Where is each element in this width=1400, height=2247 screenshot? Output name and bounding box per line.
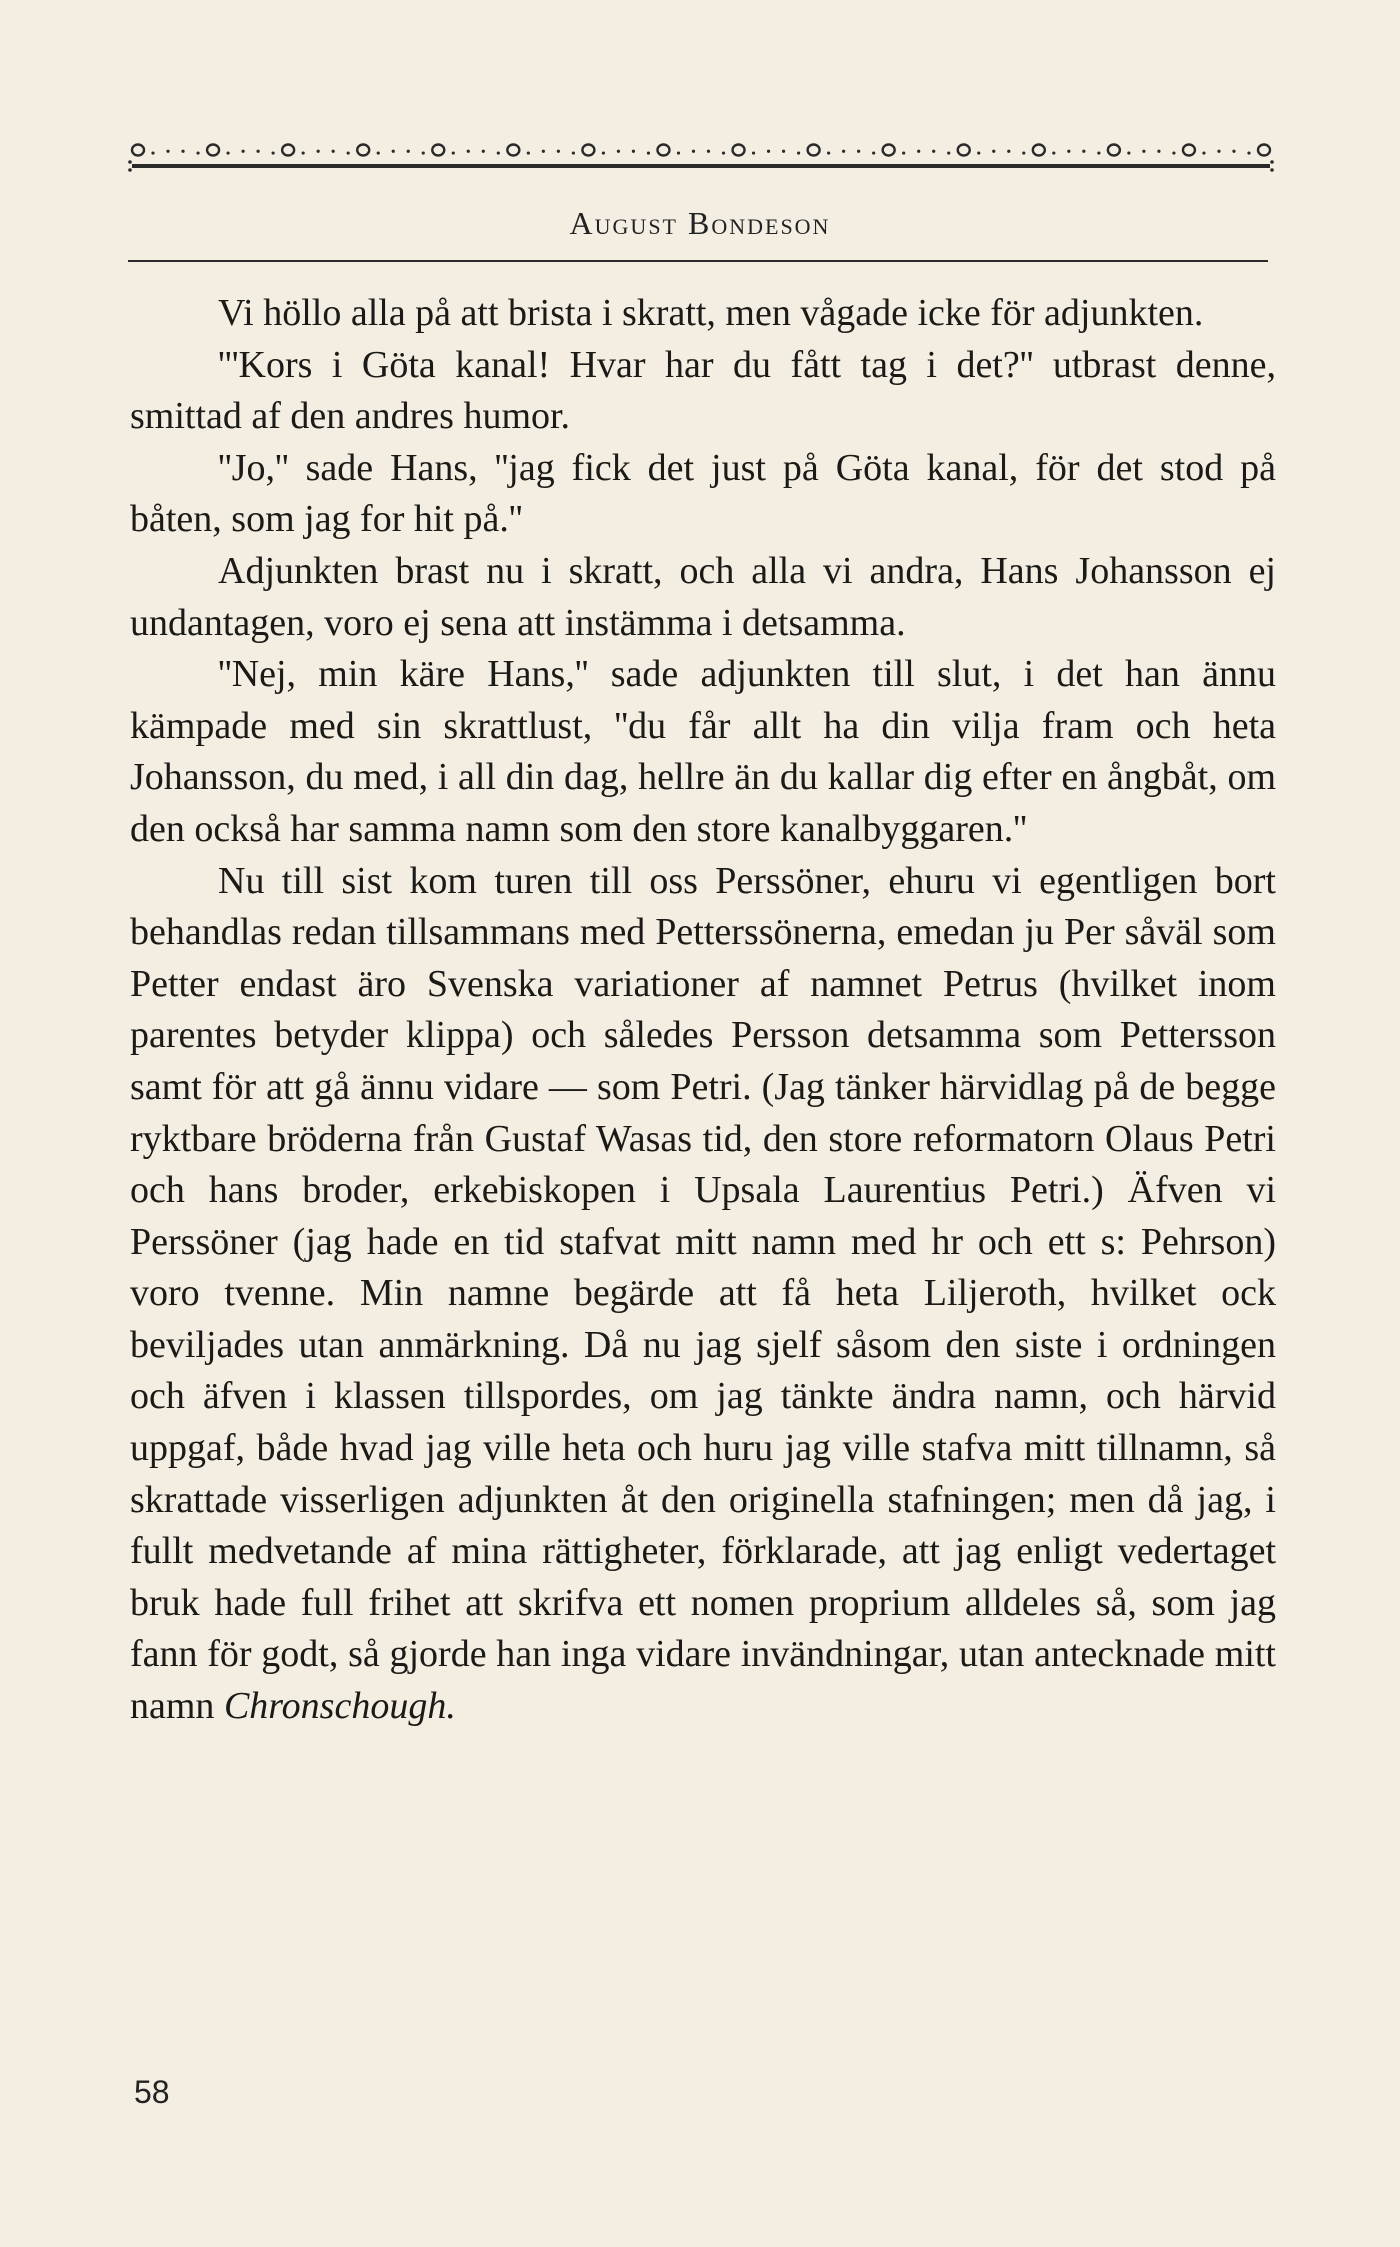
ornament-dot	[692, 150, 695, 153]
ornament-dot	[842, 150, 845, 153]
ornament-ring-icon	[128, 134, 1274, 174]
ornament-dot	[872, 151, 875, 154]
running-head: August Bondeson	[569, 205, 831, 241]
ornament-dot	[617, 150, 620, 153]
paragraph: ''Jo,'' sade Hans, ''jag fick det just på Göta kanal, för det stod på båten, som jag for hit på.''	[130, 446, 1276, 541]
ornamental-border	[128, 134, 1274, 174]
ornament-dot	[257, 150, 260, 153]
ornament-ring	[507, 145, 519, 156]
ornament-dot	[1217, 150, 1220, 153]
ornament-ring	[432, 145, 444, 156]
ornament-dot	[151, 151, 154, 154]
ornament-corner-dot	[1270, 160, 1274, 164]
paragraph: ''Nej, min käre Hans,'' sade adjunkten till slut, i det han ännu kämpade med sin skrattlust, ''du får allt ha din vilja fram och heta Johansson, du med, i all din dag, hellre än du kallar dig efter en ångbåt, om den också har samma namn som den store kanalbyggaren.''	[130, 653, 1276, 850]
ornament-dot	[797, 151, 800, 154]
ornament-dot	[767, 150, 770, 153]
ornament-dot	[1202, 151, 1205, 154]
ornament-dot	[1022, 151, 1025, 154]
ornament-dot	[272, 151, 275, 154]
ornament-dot	[527, 151, 530, 154]
ornament-ring	[733, 145, 745, 156]
body-text	[130, 288, 1276, 1733]
paragraph: Adjunkten brast nu i skratt, och alla vi andra, Hans Johansson ej undantagen, voro ej sena att instämma i detsamma.	[130, 549, 1276, 644]
ornament-ring	[282, 145, 294, 156]
ornament-dot	[992, 150, 995, 153]
ornament-dot	[317, 150, 320, 153]
ornament-dot	[602, 151, 605, 154]
ornament-corner-dot	[128, 160, 132, 164]
ornament-dot	[347, 151, 350, 154]
ornament-ring	[657, 145, 669, 156]
ornament-dot	[557, 150, 560, 153]
ornament-dot	[1142, 150, 1145, 153]
paragraph: '''Kors i Göta kanal! Hvar har du fått tag i det?'' utbrast denne, smittad af den andres humor.	[130, 343, 1276, 438]
ornament-dot	[407, 150, 410, 153]
ornament-ring	[1033, 145, 1045, 156]
ornament-ring	[1108, 145, 1120, 156]
ornament-dot	[241, 150, 244, 153]
ornament-rule	[132, 164, 1270, 168]
page-number: 58	[134, 2074, 170, 2110]
ornament-dot	[1247, 151, 1250, 154]
ornament-ring	[808, 145, 820, 156]
ornament-dot	[977, 151, 980, 154]
ornament-dot	[947, 151, 950, 154]
ornament-dot	[572, 151, 575, 154]
paragraph: Vi höllo alla på att brista i skratt, men vågade icke för adjunkten.	[218, 292, 1204, 334]
paragraph-last	[130, 856, 1276, 1733]
ornament-dot	[1127, 151, 1130, 154]
ornament-dot	[1067, 150, 1070, 153]
ornament-dot	[181, 150, 184, 153]
ornament-corner-dot	[128, 168, 132, 172]
ornament-dot	[1052, 151, 1055, 154]
ornament-dot	[917, 150, 920, 153]
ornament-dot	[467, 150, 470, 153]
ornament-dot	[226, 151, 229, 154]
ornament-ring	[207, 145, 219, 156]
ornament-ring	[357, 145, 369, 156]
ornament-dot	[302, 151, 305, 154]
ornament-dot	[647, 151, 650, 154]
ornament-dot	[782, 150, 785, 153]
italic-surname: Chronschough.	[223, 1685, 456, 1728]
ornament-dot	[677, 151, 680, 154]
ornament-dot	[377, 151, 380, 154]
ornament-dot	[332, 150, 335, 153]
ornament-dot	[542, 150, 545, 153]
paragraph-text: Nu till sist kom turen till oss Perssöner, ehuru vi egentligen bort behandlas redan tillsammans med Petterssönerna, emedan ju Per såväl som Petter endast äro Svenska variationer af namnet Petrus (hvilket inom parentes betyder klippa) och således Persson detsamma som Pettersson samt för att gå ännu vidare — som Petri. (Jag tänker härvidlag på de begge ryktbare bröderna från Gustaf Wasas tid, den store reformatorn Olaus Petri och hans broder, erkebiskopen i Upsala Laurentius Petri.) Äfven vi Perssöner (jag hade en tid stafvat mitt namn med hr och ett s: Pehrson) voro tvenne. Min namne begärde att få heta Liljeroth, hvilket ock beviljades utan anmärkning. Då nu jag sjelf såsom den siste i ordningen och äfven i klassen tillspordes, om jag tänkte ändra namn, och härvid uppgaf, både hvad jag ville heta och huru jag ville stafva mitt tillnamn, så skrattade visserligen adjunkten åt den originella stafningen; men då jag, i fullt medvetande af mina rättigheter, förklarade, att jag enligt vedertaget bruk hade full frihet att skrifva ett nomen proprium alldeles så, som jag fann för godt, så gjorde han inga vidare invändningar, utan antecknade mitt namn	[130, 859, 1276, 1728]
ornament-dot	[422, 151, 425, 154]
ornament-dot	[196, 151, 199, 154]
ornament-ring	[958, 145, 970, 156]
ornament-corner-dot	[1270, 168, 1274, 172]
ornament-dot	[166, 150, 169, 153]
ornament-ring	[1183, 145, 1195, 156]
ornament-dot	[707, 150, 710, 153]
header-rule	[128, 260, 1268, 262]
ornament-dot	[452, 151, 455, 154]
ornament-ring	[883, 145, 895, 156]
ornament-dot	[1097, 151, 1100, 154]
ornament-dot	[1082, 150, 1085, 153]
ornament-dot	[857, 150, 860, 153]
ornament-dot	[1007, 150, 1010, 153]
ornament-dot	[1157, 150, 1160, 153]
ornament-dot	[752, 151, 755, 154]
ornament-dot	[722, 151, 725, 154]
ornament-dot	[632, 150, 635, 153]
ornament-dot	[932, 150, 935, 153]
ornament-dot	[497, 151, 500, 154]
ornament-ring	[582, 145, 594, 156]
ornament-dot	[1232, 150, 1235, 153]
ornament-dot	[827, 151, 830, 154]
ornament-dot	[1172, 151, 1175, 154]
ornament-dot	[902, 151, 905, 154]
ornament-dot	[482, 150, 485, 153]
ornament-ring	[1258, 145, 1270, 156]
ornament-ring	[132, 145, 144, 156]
ornament-dot	[392, 150, 395, 153]
